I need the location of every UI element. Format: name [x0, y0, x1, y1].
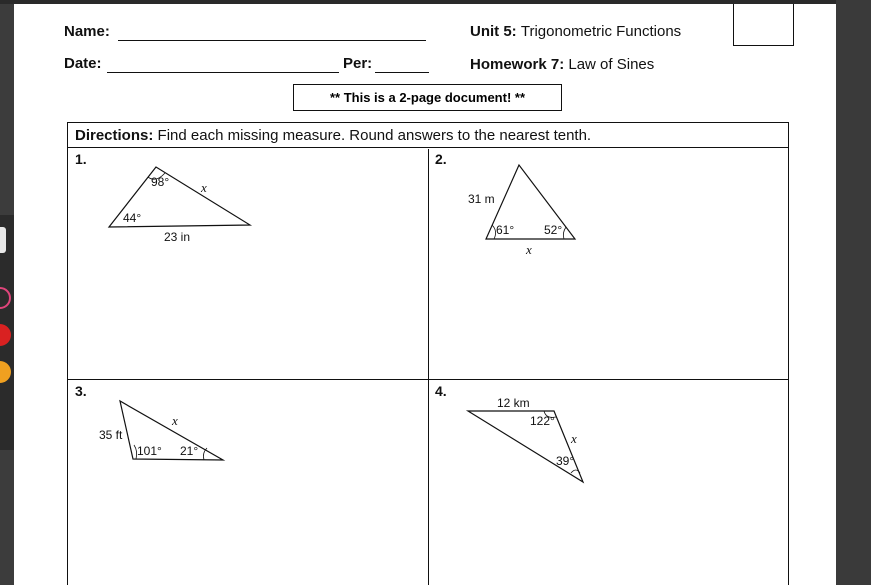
- collapse-toolbar-button[interactable]: [0, 227, 6, 253]
- name-field[interactable]: [118, 40, 426, 41]
- problem-2-number: 2.: [435, 151, 447, 167]
- unit-title: Trigonometric Functions: [520, 23, 682, 40]
- problem-3-right-angle: 21°: [180, 444, 199, 458]
- problem-3-side-x: x: [172, 413, 178, 428]
- homework-title: Law of Sines: [568, 56, 655, 73]
- unit-label: Unit 5:: [470, 23, 517, 40]
- problem-3-number: 3.: [75, 383, 87, 399]
- directions-label: Directions:: [75, 127, 154, 144]
- orange-color-swatch[interactable]: [0, 361, 11, 383]
- problem-3-left-angle: 101°: [137, 444, 162, 458]
- problem-2-left-angle: 61°: [496, 223, 515, 237]
- problem-1-number: 1.: [75, 151, 87, 167]
- worksheet-page: [14, 4, 836, 585]
- problem-4-top-angle: 122°: [530, 414, 555, 428]
- problem-3-side: 35 ft: [99, 428, 123, 442]
- problem-1-top-angle: 98°: [151, 175, 170, 189]
- problem-4-bottom-angle: 39°: [556, 454, 575, 468]
- viewer-right-margin: [836, 0, 871, 585]
- problem-2-side: 31 m: [468, 192, 495, 206]
- page-notice: ** This is a 2-page document! **: [293, 84, 562, 111]
- problem-4-number: 4.: [435, 383, 447, 399]
- date-field[interactable]: [107, 72, 339, 73]
- period-field[interactable]: [375, 72, 429, 73]
- directions-text: Find each missing measure. Round answers to the nearest tenth.: [157, 127, 592, 144]
- homework-heading: [470, 56, 654, 73]
- problem-4-figure: [68, 123, 788, 585]
- name-label: Name:: [64, 23, 110, 40]
- date-label: Date:: [64, 55, 102, 72]
- problems-table: [67, 122, 789, 585]
- problem-1-side-x: x: [201, 180, 207, 195]
- problem-4-triangle: [468, 411, 583, 482]
- problem-1-left-angle: 44°: [123, 211, 142, 225]
- problem-2-side-x: x: [526, 242, 532, 257]
- period-label: Per:: [343, 55, 373, 72]
- problem-4-top: 12 km: [497, 396, 530, 410]
- score-box: [733, 4, 794, 46]
- red-color-swatch[interactable]: [0, 324, 11, 346]
- problem-1-base: 23 in: [164, 230, 191, 244]
- annotation-toolbar: [0, 215, 14, 450]
- unit-heading: [470, 23, 681, 40]
- problem-2-right-angle: 52°: [544, 223, 563, 237]
- homework-label: Homework 7:: [470, 56, 565, 73]
- problem-4-side-x: x: [571, 431, 577, 446]
- pink-color-swatch[interactable]: [0, 287, 11, 309]
